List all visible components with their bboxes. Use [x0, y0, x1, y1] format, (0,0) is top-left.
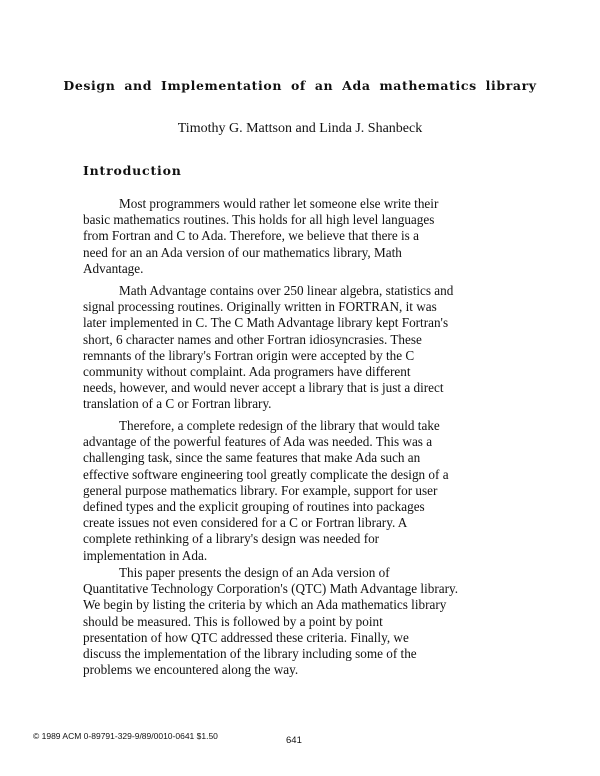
paragraph-line: problems we encountered along the way. [83, 662, 299, 678]
paragraph-line: need for an an Ada version of our mathematics library, Math [83, 244, 402, 260]
paragraph-line: translation of a C or Fortran library. [83, 396, 272, 412]
paragraph-line: Therefore, a complete redesign of the library that would take [119, 418, 440, 433]
paragraph-line: advantage of the powerful features of Ada was needed. This was a [83, 434, 433, 450]
paragraph-line: short, 6 character names and other Fortran idiosyncrasies. These [83, 331, 422, 347]
paragraph-line: remnants of the library's Fortran origin were accepted by the C [83, 347, 415, 363]
paragraph-line: should be measured. This is followed by a point by point [83, 613, 383, 629]
paragraph-line: from Fortran and C to Ada. Therefore, we believe that there is a [83, 228, 419, 244]
paragraph-line: Math Advantage contains over 250 linear algebra, statistics and [119, 283, 454, 298]
paragraph-line: basic mathematics routines. This holds for all high level languages [83, 212, 435, 228]
paragraph-line: defined types and the explicit grouping of routines into packages [83, 499, 425, 515]
paragraph-1 [83, 196, 600, 277]
paragraph-line: We begin by listing the criteria by which an Ada mathematics library [83, 597, 447, 613]
paragraph-4 [83, 565, 600, 678]
paragraph-3 [83, 418, 600, 564]
paragraph-line: create issues not even considered for a C or Fortran library. A [83, 515, 408, 531]
paper-authors: Timothy G. Mattson and Linda J. Shanbeck [177, 121, 423, 136]
paragraph-line: complete rethinking of a library's design was needed for [83, 531, 380, 547]
paper-title: Design and Implementation of an Ada mathematics library [63, 78, 537, 93]
page-number: 641 [286, 735, 302, 746]
paragraph-line: This paper presents the design of an Ada version of [119, 565, 390, 580]
paragraph-line: general purpose mathematics library. For example, support for user [83, 482, 438, 498]
paragraph-line: implementation in Ada. [83, 547, 208, 563]
paragraph-line: community without complaint. Ada programers have different [83, 364, 411, 380]
paragraph-line: presentation of how QTC addressed these criteria. Finally, we [83, 629, 409, 645]
paragraph-2 [83, 283, 600, 413]
paragraph-line: signal processing routines. Originally written in FORTRAN, it was [83, 299, 437, 315]
paragraph-line: discuss the implementation of the library including some of the [83, 646, 417, 662]
paragraph-line: Advantage. [83, 260, 144, 276]
paragraph-line: Quantitative Technology Corporation's (QTC) Math Advantage library. [83, 581, 459, 597]
copyright-notice: © 1989 ACM 0-89791-329-9/89/0010-0641 $1.50 [33, 731, 218, 741]
paragraph-line: needs, however, and would never accept a library that is just a direct [83, 380, 444, 396]
paragraph-line: Most programmers would rather let someone else write their [119, 196, 439, 211]
paragraph-line: effective software engineering tool greatly complicate the design of a [83, 466, 449, 482]
paragraph-line: later implemented in C. The C Math Advantage library kept Fortran's [83, 315, 449, 331]
section-heading: Introduction [83, 163, 182, 178]
paragraph-line: challenging task, since the same features that make Ada such an [83, 450, 421, 466]
